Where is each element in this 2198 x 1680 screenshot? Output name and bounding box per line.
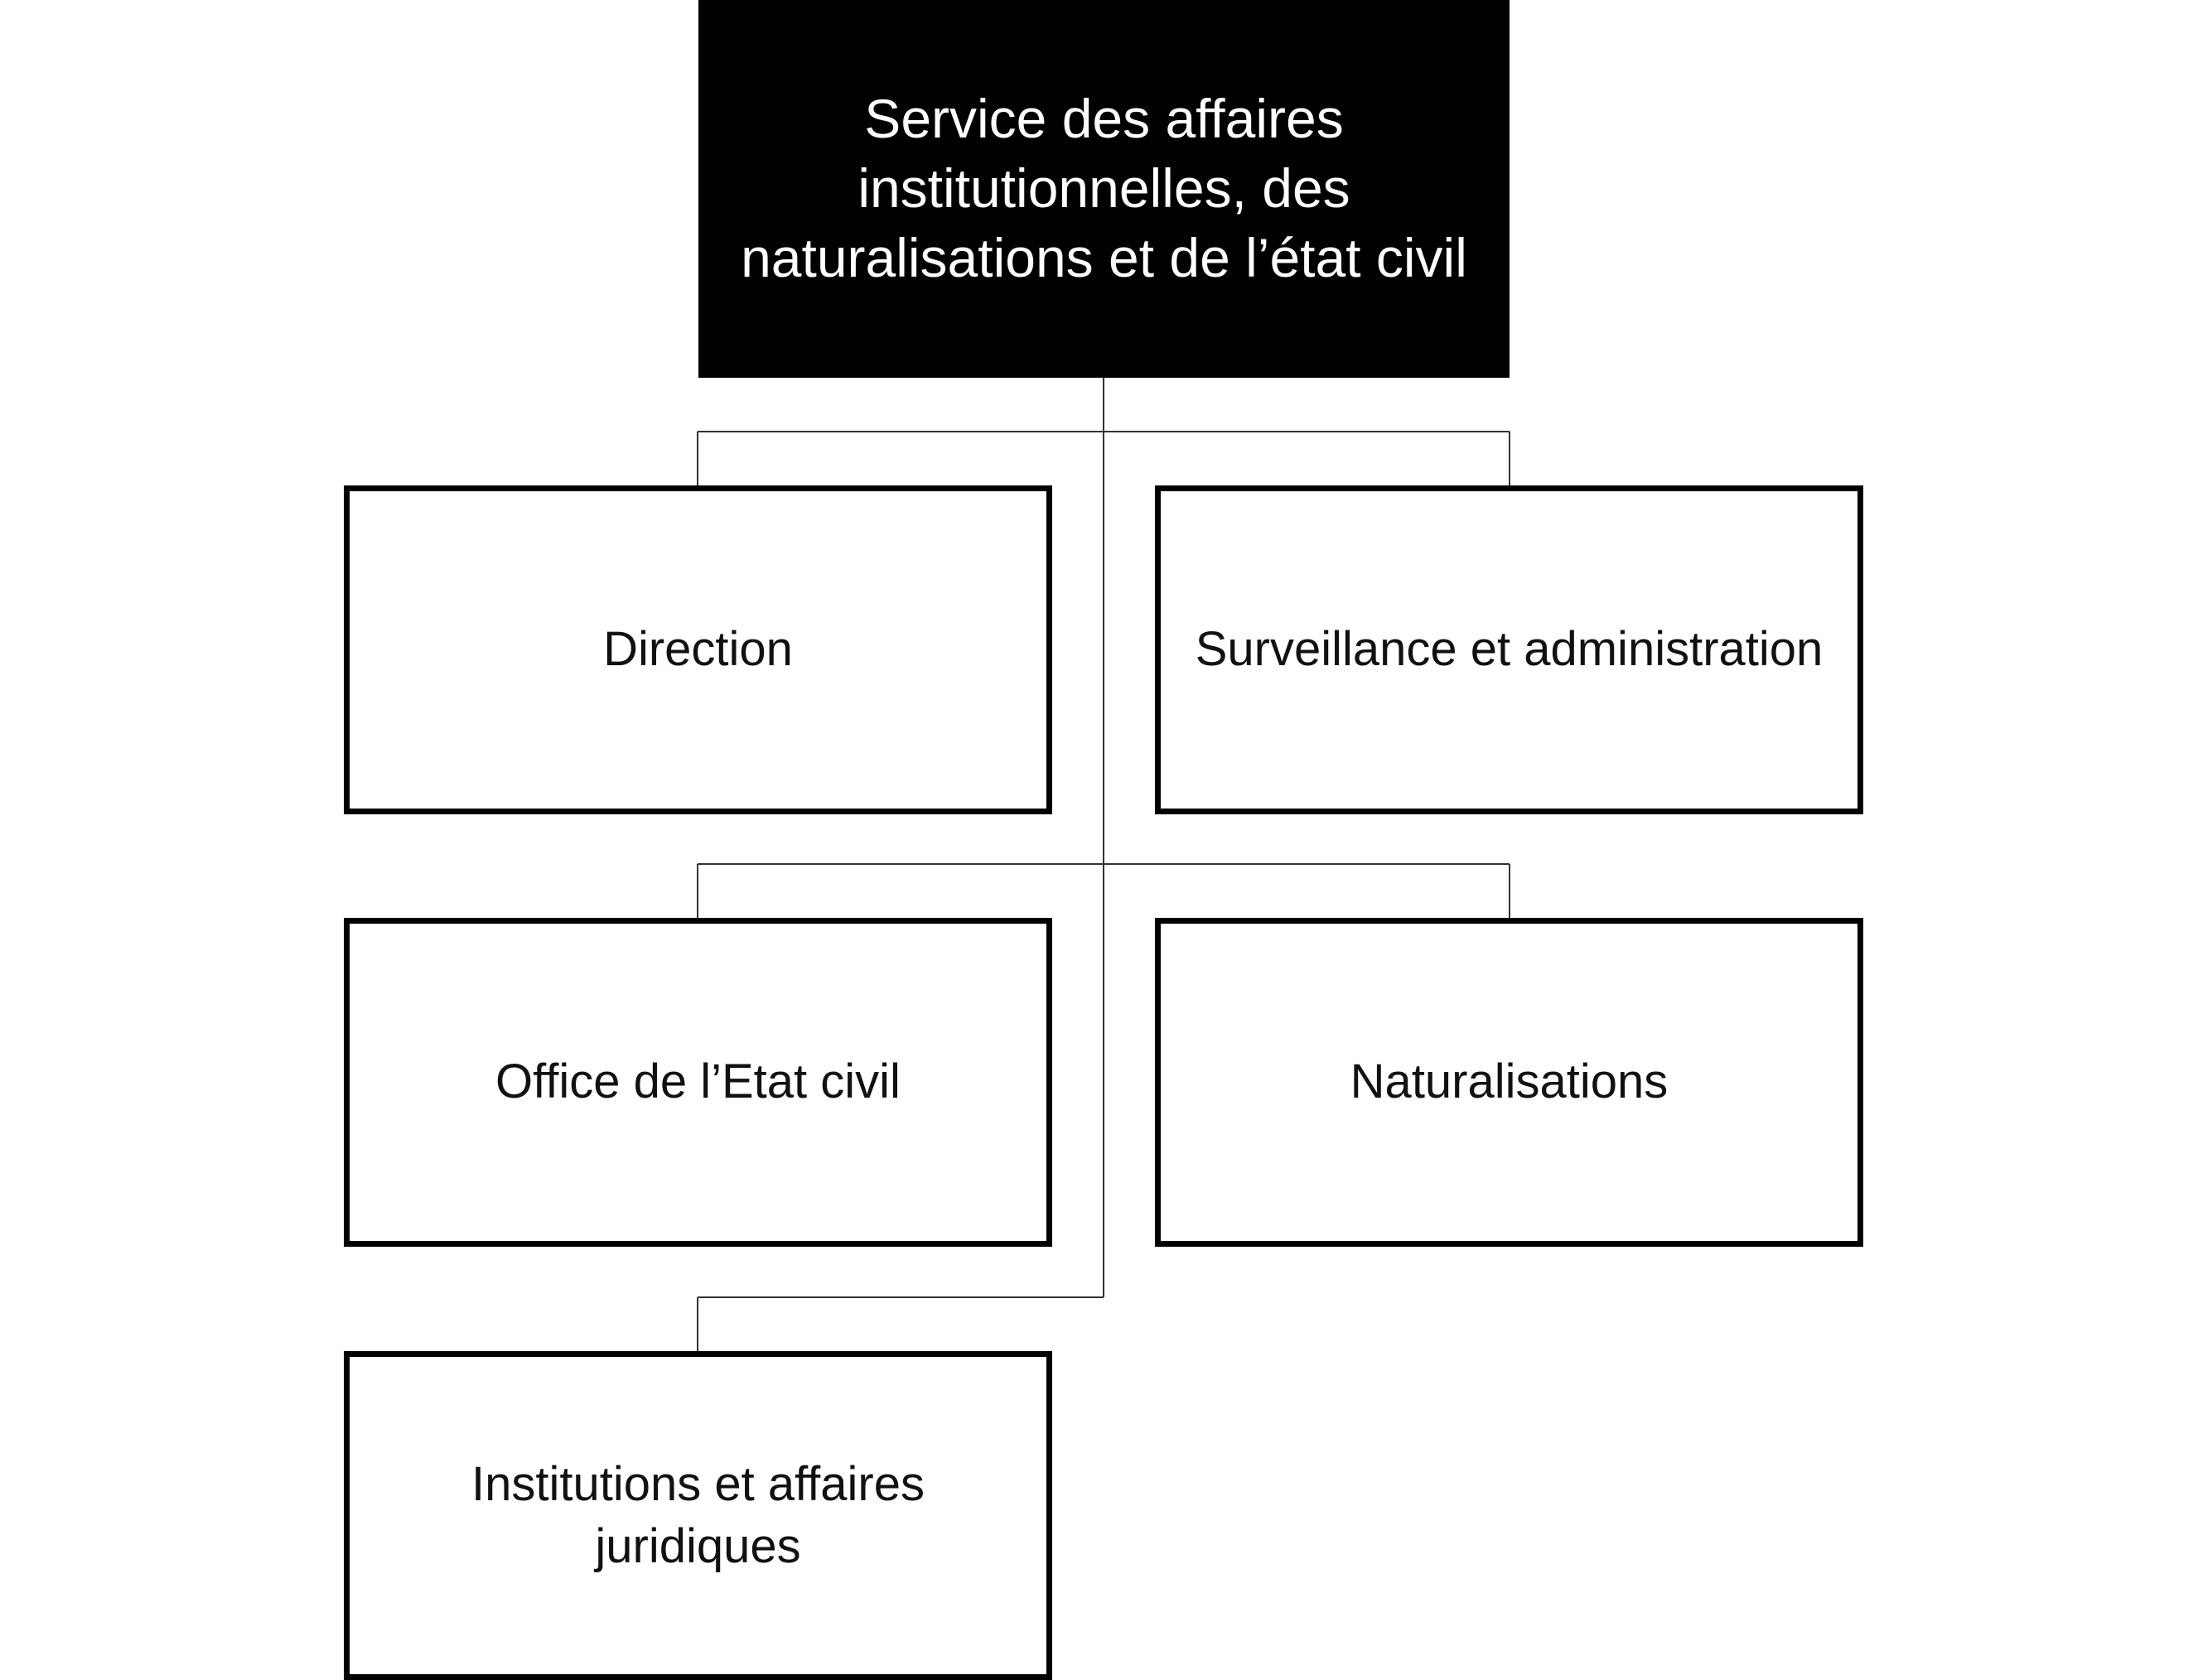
node-surveillance-label: Surveillance et administration	[1195, 622, 1824, 677]
node-etat-civil	[344, 918, 1052, 1247]
root-node	[698, 0, 1510, 378]
node-surveillance	[1155, 485, 1863, 814]
node-institutions-label: Institutions et affaires juridiques	[471, 1457, 925, 1573]
node-institutions	[344, 1351, 1052, 1680]
node-direction-label: Direction	[603, 622, 793, 677]
node-naturalisations	[1155, 918, 1863, 1247]
node-direction	[344, 485, 1052, 814]
root-node-label: Service des affaires institutionnelles, des naturalisations et de l’état civil	[741, 88, 1467, 288]
node-etat-civil-label: Office de l’Etat civil	[495, 1055, 901, 1109]
node-naturalisations-label: Naturalisations	[1350, 1055, 1669, 1109]
